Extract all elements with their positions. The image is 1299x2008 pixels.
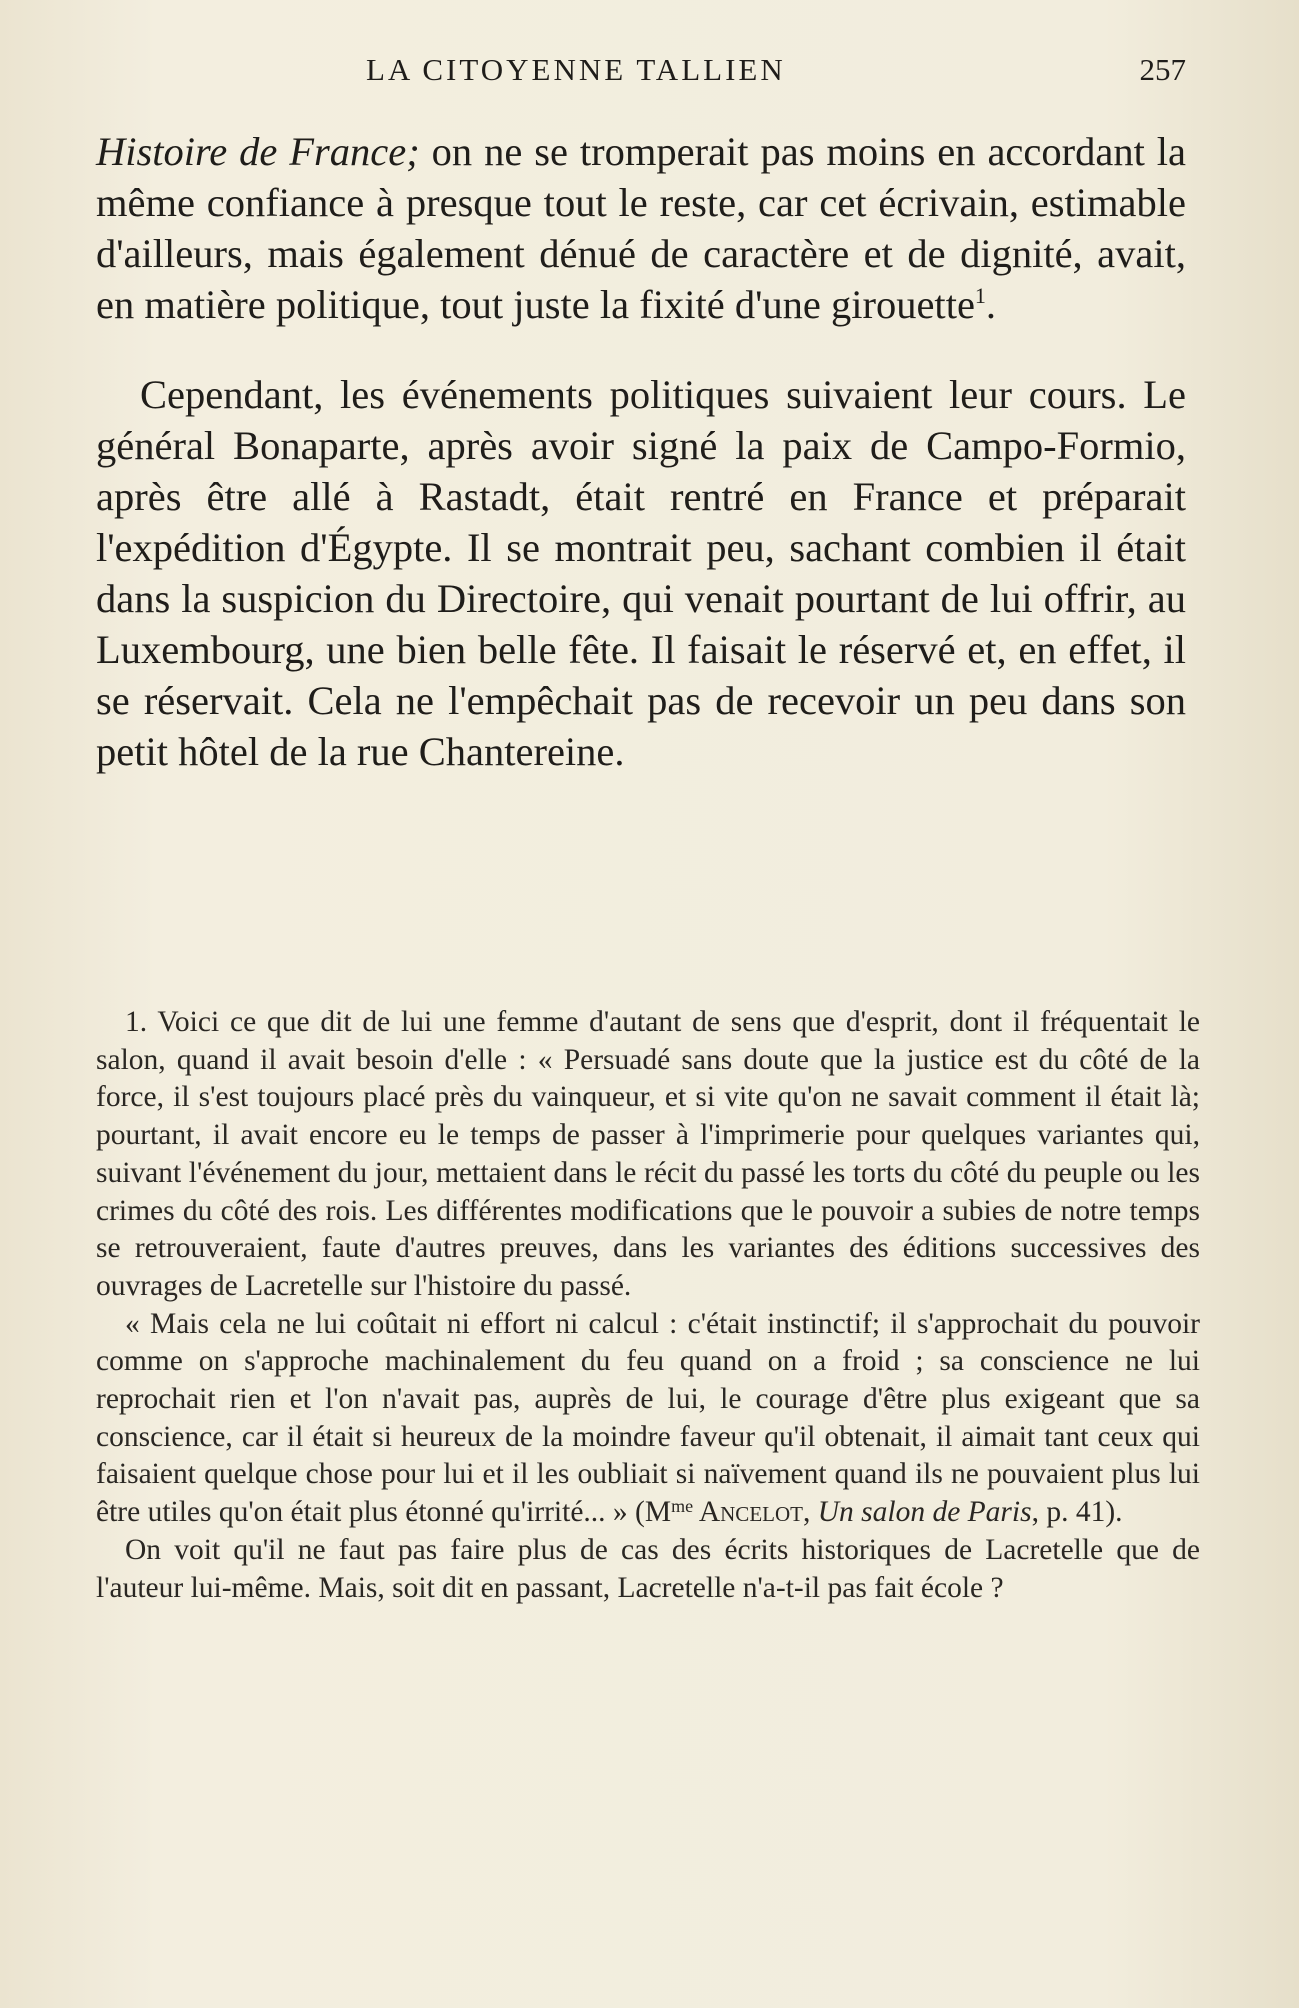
footnote-source-title: Un salon de Paris <box>817 1496 1032 1529</box>
footnote-author: Ancelot <box>693 1496 803 1529</box>
running-head <box>96 52 1186 102</box>
footnote-quote-text: « Mais cela ne lui coûtait ni effort ni calcul : c'était instinctif; il s'approchait du pouvoir comme on s'approche machinalement du feu quand on a froid ; sa conscience ne lui reprochait rien et l'on n'avait pas, auprès de lui, le courage d'être plus exigeant que sa conscience, car il était si heureux de la moindre faveur qu'il obtenait, il aimait tant ceux qui faisaient quelque chose pour lui et il les oubliait si naïvement quand ils ne pouvaient plus lui être utiles qu'on était plus étonné qu'irrité... » (M <box>96 1307 1200 1529</box>
paragraph-1-end: . <box>985 282 997 327</box>
running-title: LA CITOYENNE TALLIEN <box>366 52 786 87</box>
body-text <box>96 126 1186 777</box>
footnote-paragraph-1: 1. Voici ce que dit de lui une femme d'autant de sens que d'esprit, dont il fréquentait le salon, quand il avait besoin d'elle : « Persuadé sans doute que la justice est du côté de la force, il s'est toujours placé près du vainqueur, et si vite qu'on ne savait comment il était là; pourtant, il avait encore eu le temps de passer à l'imprimerie pour quelques variantes qui, suivant l'événement du jour, mettaient dans le récit du passé les torts du côté du peuple ou les crimes du côté des rois. Les différentes modifications que le pouvoir a subies de notre temps se retrouveraient, faute d'autres preuves, dans les variantes des éditions successives des ouvrages de Lacretelle sur l'histoire du passé. <box>96 1006 1200 1302</box>
book-title-citation: Histoire de France; <box>96 129 420 174</box>
footnote-paragraph-3: On voit qu'il ne faut pas faire plus de cas des écrits historiques de Lacretelle que de l'auteur lui-même. Mais, soit dit en passant, Lacretelle n'a-t-il pas fait école ? <box>96 1533 1200 1604</box>
footnote-block <box>96 1004 1200 1607</box>
page-number: 257 <box>1139 52 1186 87</box>
footnote-title-superscript: me <box>671 1496 694 1517</box>
footnote-source-page: , p. 41). <box>1031 1496 1123 1529</box>
paragraph-1 <box>96 126 1186 330</box>
paragraph-1-text: on ne se tromperait pas moins en accordant la même confiance à presque tout le reste, car cet écrivain, estimable d'ailleurs, mais également dénué de caractère et de dignité, avait, en matière politique, tout juste la fixité d'une girouette <box>96 129 1186 327</box>
paragraph-2: Cependant, les événements politiques suivaient leur cours. Le général Bonaparte, après avoir signé la paix de Campo-Formio, après être allé à Rastadt, était rentré en France et préparait l'expédition d'Égypte. Il se montrait peu, sachant combien il était dans la suspicion du Directoire, qui venait pourtant de lui offrir, au Luxembourg, une bien belle fête. Il faisait le réservé et, en effet, il se réservait. Cela ne l'empêchait pas de recevoir un peu dans son petit hôtel de la rue Chantereine. <box>96 372 1186 774</box>
footnote-paragraph-2: « Mais cela ne lui coûtait ni effort ni calcul : c'était instinctif; il s'approchait du pouvoir comme on s'approche machinalement du feu quand on a froid ; sa conscience ne lui reprochait rien et l'on n'avait pas, auprès de lui, le courage d'être plus exigeant que sa conscience, car il était si heureux de la moindre faveur qu'il obtenait, il aimait tant ceux qui faisaient quelque chose pour lui et il les oubliait si naïvement quand ils ne pouvaient plus lui être utiles qu'on était plus étonné qu'irrité... » ($M^{me}$ Ancelot, Un salon de Paris, p. 41). <box>96 1307 1200 1529</box>
footnote-reference: 1 <box>974 283 986 308</box>
